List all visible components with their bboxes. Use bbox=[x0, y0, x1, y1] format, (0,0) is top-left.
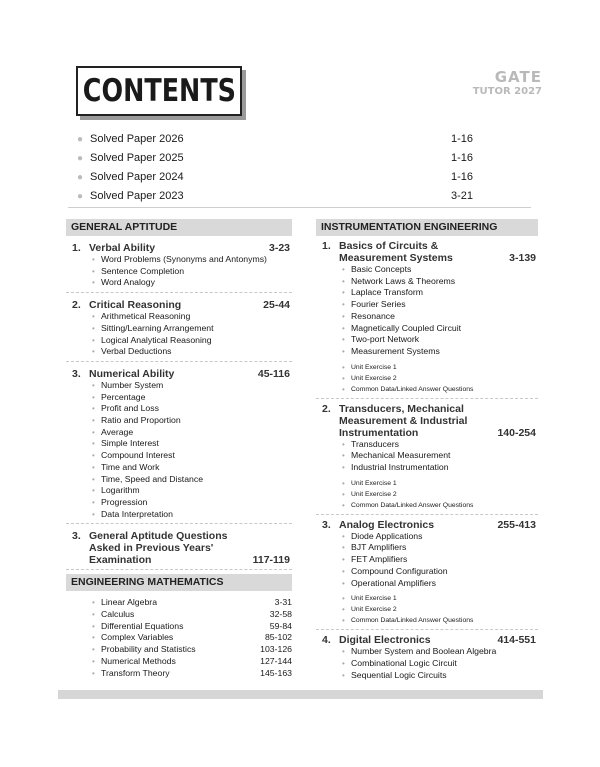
topic-list bbox=[92, 380, 292, 520]
topic-item: • Laplace Transform bbox=[342, 287, 538, 299]
chapter-heading[interactable] bbox=[316, 240, 538, 264]
topic-list bbox=[92, 311, 292, 358]
solved-paper-row[interactable] bbox=[76, 187, 476, 206]
topic-item: • Sequential Logic Circuits bbox=[342, 670, 538, 682]
chapter-heading[interactable] bbox=[66, 368, 292, 380]
chapter-title: Transducers, Mechanical Measurement & Industrial Instrumentation bbox=[339, 402, 468, 439]
bullet-icon: ● bbox=[77, 191, 84, 202]
contents-title-box bbox=[76, 66, 242, 116]
math-topic-pages: 103-126 bbox=[260, 644, 292, 655]
topic-list bbox=[92, 254, 292, 289]
math-topic-pages: 32-58 bbox=[269, 609, 292, 620]
topic-item: • Network Laws & Theorems bbox=[342, 276, 538, 288]
solved-paper-pages: 1-16 bbox=[451, 133, 474, 145]
chapter-heading[interactable] bbox=[316, 634, 538, 646]
chapter-pages: 414-551 bbox=[497, 634, 536, 647]
chapter-title: Analog Electronics bbox=[339, 518, 435, 531]
topic-item: • Simple Interest bbox=[92, 438, 292, 450]
chapter-title: Verbal Ability bbox=[89, 242, 156, 254]
topic-list bbox=[342, 439, 538, 511]
solved-paper-label: Solved Paper 2024 bbox=[90, 171, 184, 183]
chapter-pages: 255-413 bbox=[497, 518, 536, 531]
solved-paper-pages: 1-16 bbox=[451, 171, 474, 183]
math-topic-pages: 85-102 bbox=[264, 632, 292, 643]
topic-item: • Two-port Network bbox=[342, 334, 538, 346]
chapter-pages: 3-139 bbox=[509, 252, 536, 264]
topic-item: • Progression bbox=[92, 497, 292, 509]
topic-list bbox=[342, 531, 538, 627]
topic-item: • Transducers bbox=[342, 439, 538, 451]
topic-item: • Time and Work bbox=[92, 462, 292, 474]
math-topic-pages: 127-144 bbox=[260, 655, 292, 666]
chapter-number: 1. bbox=[322, 240, 331, 252]
math-topic-list bbox=[92, 597, 292, 679]
chapter-heading[interactable] bbox=[66, 242, 292, 254]
math-topic-label: Complex Variables bbox=[101, 632, 174, 643]
topic-item: • Combinational Logic Circuit bbox=[342, 658, 538, 670]
solved-papers-list bbox=[76, 130, 476, 206]
topic-item: • FET Amplifiers bbox=[342, 554, 538, 566]
chapter-pages: 45-116 bbox=[257, 367, 290, 380]
chapter-number: 1. bbox=[72, 242, 81, 254]
right-column bbox=[316, 219, 538, 681]
solved-paper-pages: 1-16 bbox=[451, 152, 474, 164]
solved-paper-label: Solved Paper 2026 bbox=[90, 133, 184, 145]
chapter-title: Critical Reasoning bbox=[89, 299, 182, 312]
contents-title: CONTENTS bbox=[82, 73, 236, 109]
topic-item: • Basic Concepts bbox=[342, 264, 538, 276]
topic-item: • Logarithm bbox=[92, 485, 292, 497]
chapter-heading[interactable] bbox=[66, 299, 292, 311]
topic-item: • Compound Interest bbox=[92, 450, 292, 462]
brand-gate-text: GATE bbox=[494, 68, 542, 86]
solved-paper-label: Solved Paper 2025 bbox=[90, 152, 184, 164]
topic-item: • Number System and Boolean Algebra bbox=[342, 646, 538, 658]
exercise-item: • Common Data/Linked Answer Questions bbox=[342, 615, 538, 626]
section-heading-engineering-mathematics: ENGINEERING MATHEMATICS bbox=[66, 574, 292, 591]
brand-tutor-text: TUTOR 2027 bbox=[472, 86, 542, 97]
topic-item: • Number System bbox=[92, 380, 292, 392]
math-topic-label: Transform Theory bbox=[101, 667, 170, 678]
solved-paper-row[interactable] bbox=[76, 149, 476, 168]
math-topic-item[interactable] bbox=[92, 656, 292, 668]
math-topic-item[interactable] bbox=[92, 609, 292, 621]
chapter-number: 3. bbox=[322, 518, 331, 531]
chapter-number: 3. bbox=[72, 367, 81, 380]
math-topic-pages: 3-31 bbox=[274, 597, 292, 608]
topic-item: • Average bbox=[92, 427, 292, 439]
chapter-title: Numerical Ability bbox=[89, 367, 175, 380]
topic-item: • Sentence Completion bbox=[92, 266, 292, 278]
chapter-heading[interactable] bbox=[316, 519, 538, 531]
topic-item: • Ratio and Proportion bbox=[92, 415, 292, 427]
left-column bbox=[66, 219, 292, 679]
chapter-pages: 3-23 bbox=[268, 242, 290, 254]
math-topic-item[interactable] bbox=[92, 644, 292, 656]
math-topic-label: Numerical Methods bbox=[101, 655, 176, 666]
chapter-number: 2. bbox=[72, 299, 81, 312]
math-topic-item[interactable] bbox=[92, 597, 292, 609]
solved-paper-pages: 3-21 bbox=[451, 190, 474, 202]
math-topic-label: Calculus bbox=[101, 609, 135, 620]
solved-paper-row[interactable] bbox=[76, 168, 476, 187]
topic-item: • Industrial Instrumentation bbox=[342, 462, 538, 474]
solved-paper-label: Solved Paper 2023 bbox=[90, 190, 184, 202]
topic-item: • Diode Applications bbox=[342, 531, 538, 543]
topic-item: • Percentage bbox=[92, 392, 292, 404]
chapter-heading[interactable] bbox=[316, 403, 538, 439]
chapter-title: Digital Electronics bbox=[339, 634, 431, 647]
topic-item: • Data Interpretation bbox=[92, 509, 292, 521]
topic-item: • Time, Speed and Distance bbox=[92, 474, 292, 486]
chapter-heading[interactable] bbox=[66, 530, 292, 566]
footer-bar bbox=[58, 690, 543, 699]
exercise-item: • Unit Exercise 2 bbox=[342, 604, 538, 615]
chapter-pages: 25-44 bbox=[263, 299, 290, 312]
chapter-number: 2. bbox=[322, 402, 331, 415]
math-topic-item[interactable] bbox=[92, 632, 292, 644]
math-topic-item[interactable] bbox=[92, 668, 292, 680]
chapter-number: 3. bbox=[72, 530, 81, 543]
bullet-icon: ● bbox=[77, 153, 84, 164]
exercise-item: • Unit Exercise 1 bbox=[342, 478, 538, 489]
topic-item: • Profit and Loss bbox=[92, 403, 292, 415]
topic-item: • Resonance bbox=[342, 311, 538, 323]
section-heading-general-aptitude: GENERAL APTITUDE bbox=[66, 219, 292, 236]
exercise-item: • Common Data/Linked Answer Questions bbox=[342, 384, 538, 395]
topic-list bbox=[342, 264, 538, 395]
exercise-item: • Common Data/Linked Answer Questions bbox=[342, 500, 538, 511]
chapter-title: Basics of Circuits & Measurement Systems bbox=[339, 240, 453, 264]
topic-item: • Word Problems (Synonyms and Antonyms) bbox=[92, 254, 292, 266]
math-topic-label: Probability and Statistics bbox=[101, 644, 196, 655]
section-heading-instrumentation-engineering: INSTRUMENTATION ENGINEERING bbox=[316, 219, 538, 236]
topic-item: • Word Analogy bbox=[92, 277, 292, 289]
brand-logo bbox=[473, 70, 542, 97]
math-topic-item[interactable] bbox=[92, 621, 292, 633]
exercise-item: • Unit Exercise 1 bbox=[342, 362, 538, 373]
topic-item: • Sitting/Learning Arrangement bbox=[92, 323, 292, 335]
topic-item: • Operational Amplifiers bbox=[342, 578, 538, 590]
topic-item: • Mechanical Measurement bbox=[342, 450, 538, 462]
math-topic-label: Differential Equations bbox=[101, 620, 184, 631]
divider bbox=[68, 207, 531, 208]
math-topic-pages: 145-163 bbox=[260, 667, 292, 678]
topic-list bbox=[342, 646, 538, 681]
topic-item: • Compound Configuration bbox=[342, 566, 538, 578]
topic-item: • Verbal Deductions bbox=[92, 346, 292, 358]
bullet-icon: ● bbox=[77, 134, 84, 145]
topic-item: • Fourier Series bbox=[342, 299, 538, 311]
topic-item: • Logical Analytical Reasoning bbox=[92, 335, 292, 347]
topic-item: • Magnetically Coupled Circuit bbox=[342, 323, 538, 335]
topic-item: • Arithmetical Reasoning bbox=[92, 311, 292, 323]
solved-paper-row[interactable] bbox=[76, 130, 476, 149]
chapter-pages: 140-254 bbox=[497, 426, 536, 439]
chapter-title: General Aptitude Questions Asked in Previous Years' Examination bbox=[89, 530, 228, 567]
topic-item: • BJT Amplifiers bbox=[342, 542, 538, 554]
exercise-item: • Unit Exercise 2 bbox=[342, 489, 538, 500]
bullet-icon: ● bbox=[77, 172, 84, 183]
math-topic-pages: 59-84 bbox=[269, 620, 292, 631]
math-topic-label: Linear Algebra bbox=[101, 597, 158, 608]
exercise-item: • Unit Exercise 2 bbox=[342, 373, 538, 384]
exercise-item: • Unit Exercise 1 bbox=[342, 593, 538, 604]
topic-item: • Measurement Systems bbox=[342, 346, 538, 358]
chapter-number: 4. bbox=[322, 634, 331, 647]
chapter-pages: 117-119 bbox=[252, 554, 290, 567]
